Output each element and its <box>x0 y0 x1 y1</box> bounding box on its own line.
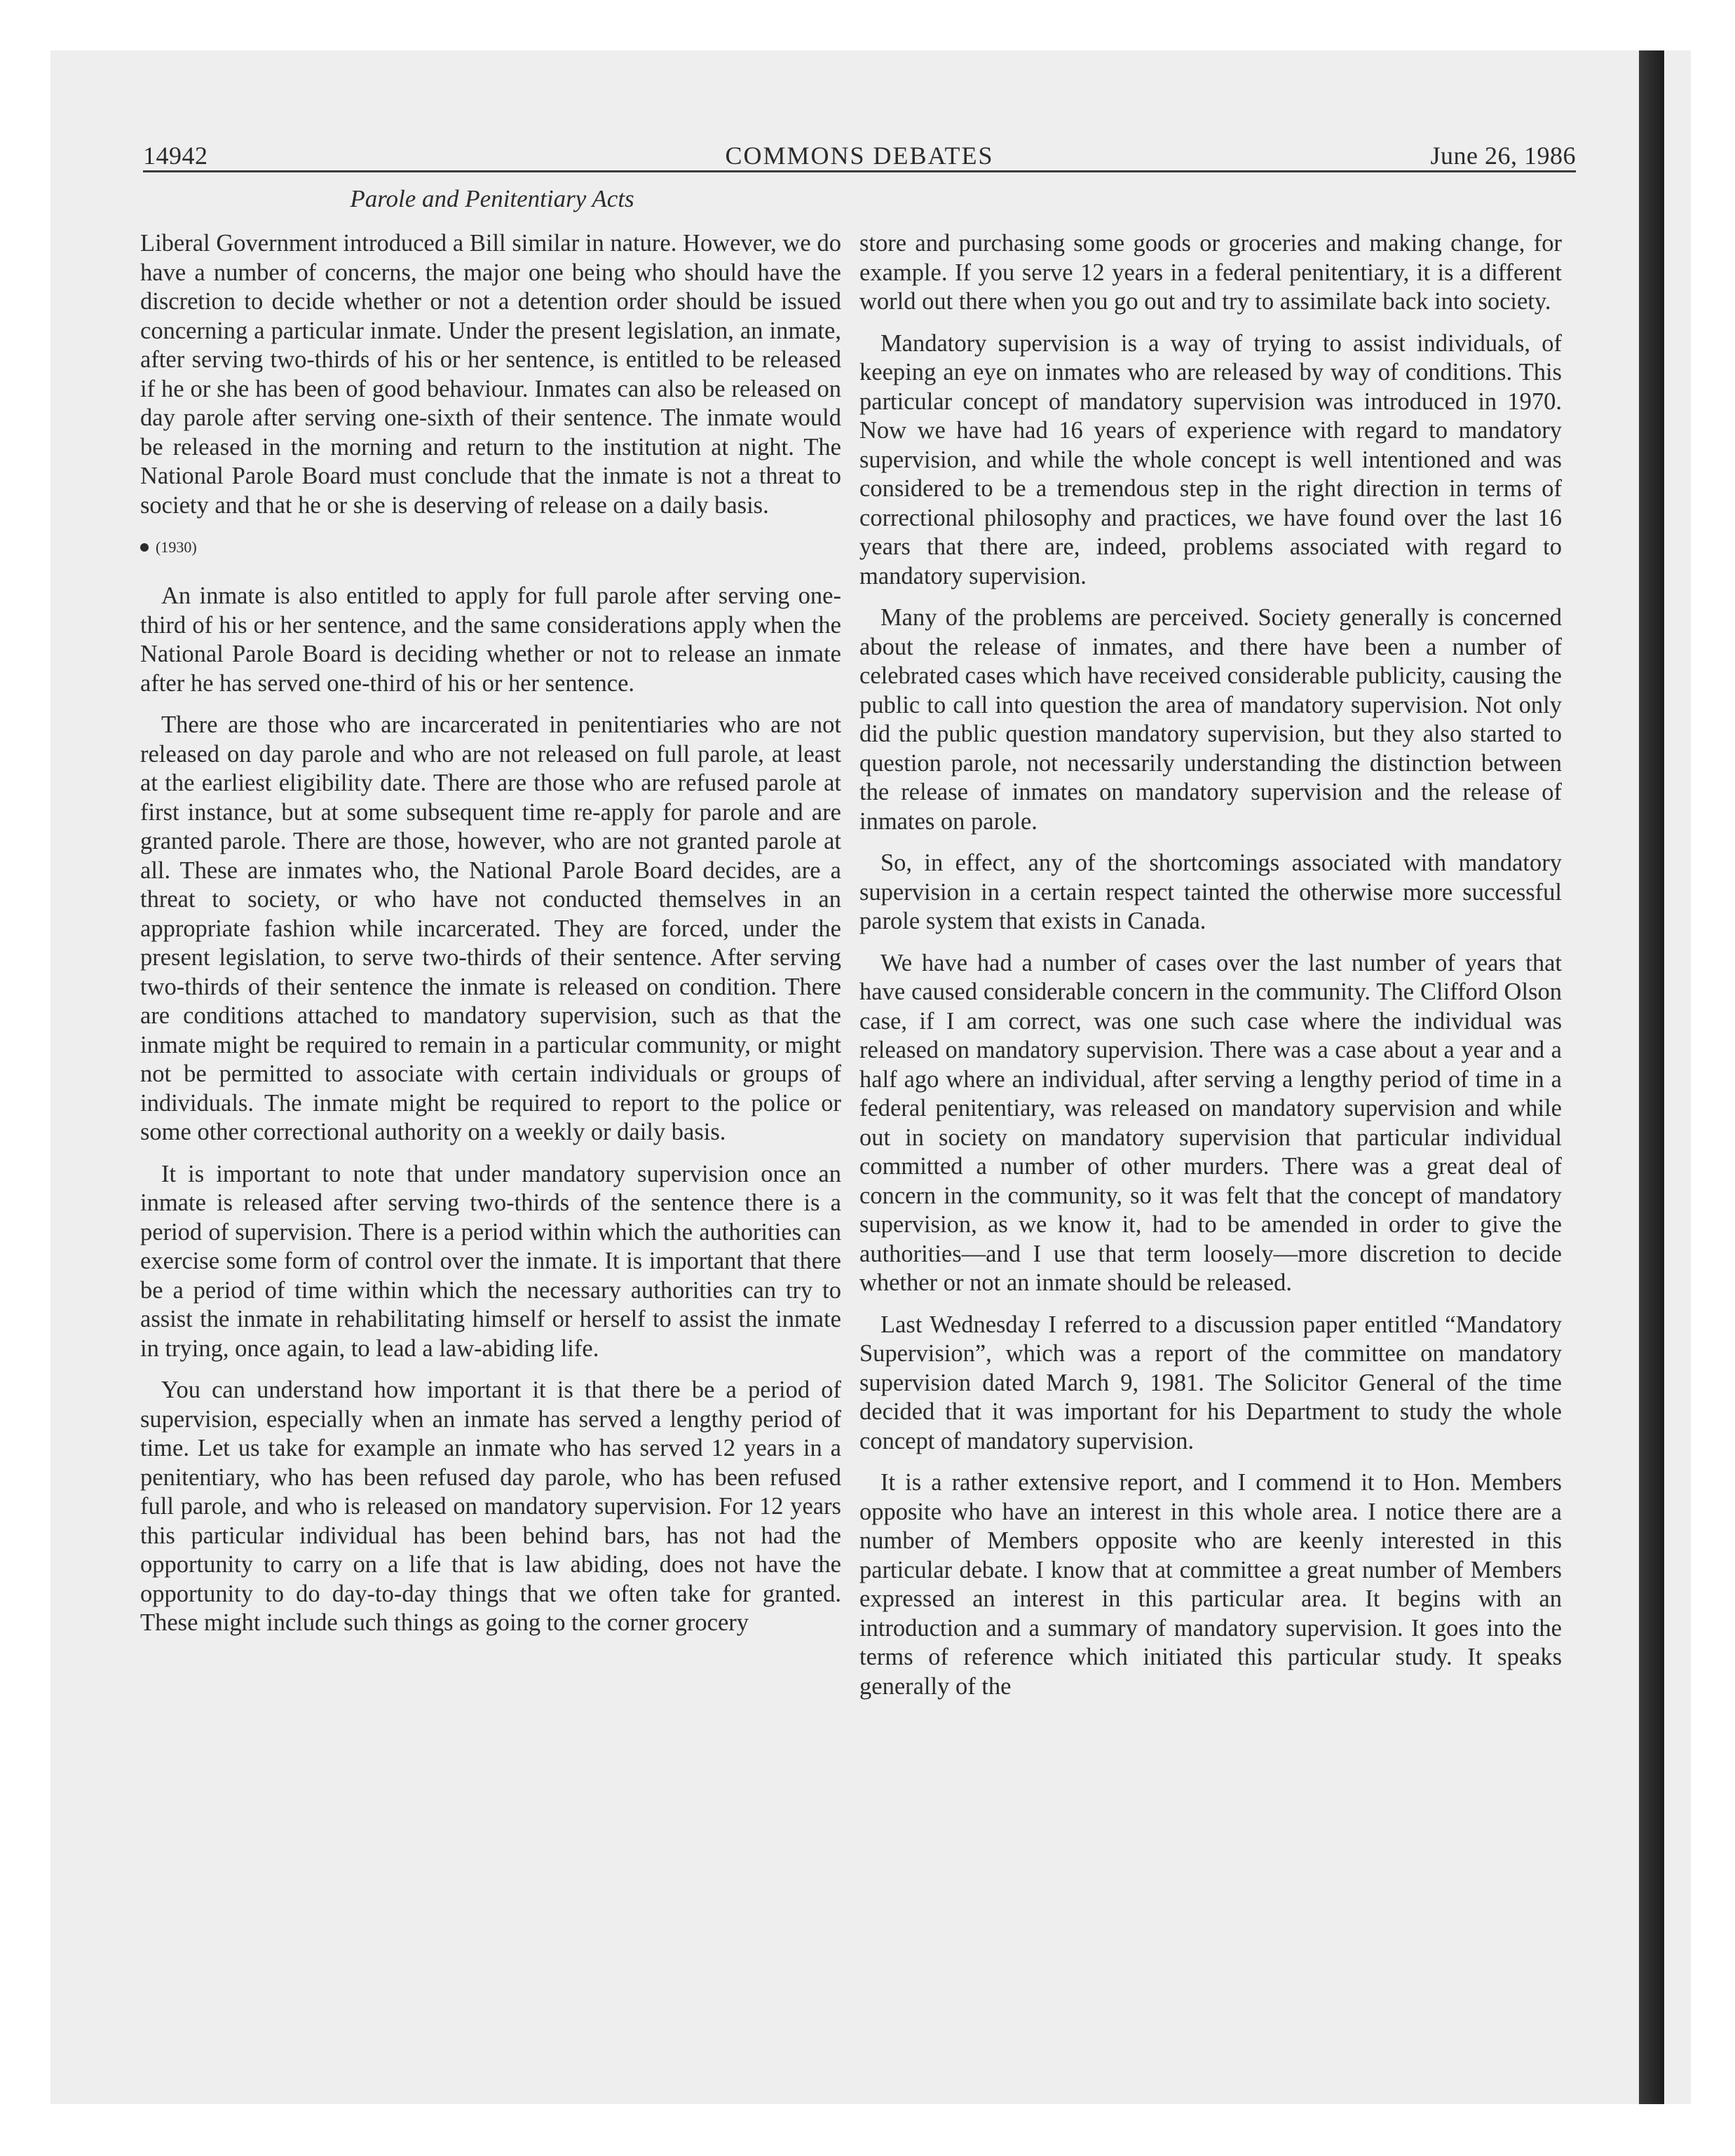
right-column <box>859 229 1562 1701</box>
binding-edge <box>1639 50 1664 2104</box>
paragraph: Last Wednesday I referred to a discussion paper entitled “Mandatory Supervision”, which was a report of the committee on mandatory supervision dated March 9, 1981. The Solicitor General of the time decided that it was important for his Department to study the whole concept of mandatory supervision. <box>859 1311 1562 1454</box>
paragraph: There are those who are incarcerated in penitentiaries who are not released on day parole and who are not released on full parole, at least at the earliest eligibility date. There are those who are refused parole at first instance, but at some subsequent time re-apply for parole and are granted parole. There are those, however, who are not granted parole at all. These are inmates who, the National Parole Board decides, are a threat to society, or who have not conducted themselves in an appropriate fashion while incarcerated. They are forced, under the present legislation, to serve two-thirds of their sentence. After serving two-thirds of their sentence the inmate is released on condition. There are conditions attached to mandatory supervision, such as that the inmate might be required to remain in a particular community, or might not be permitted to associate with certain individuals or groups of individuals. The inmate might be required to report to the police or some other correctional authority on a weekly or daily basis. <box>140 711 841 1145</box>
paragraph: An inmate is also entitled to apply for full parole after serving one-third of his or her sentence, and the same considerations apply when the National Parole Board is deciding whether or not to release an inmate after he has served one-third of his or her sentence. <box>140 582 841 697</box>
section-heading: Parole and Penitentiary Acts <box>350 185 634 212</box>
paragraph: We have had a number of cases over the last number of years that have caused considerable concern in the community. The Clifford Olson case, if I am correct, was one such case where the individual was released on mandatory supervision. There was a case about a year and a half ago where an individual, after serving a lengthy period of time in a federal penitentiary, was released on mandatory supervision and while out in society on mandatory supervision that particular individual committed a number of other murders. There was a great deal of concern in the community, so it was felt that the concept of mandatory supervision, as we know it, had to be amended in order to give the authorities—and I use that term loosely—more discretion to decide whether or not an inmate should be released. <box>859 949 1562 1296</box>
left-column <box>140 229 841 1638</box>
bullet-icon <box>140 543 149 552</box>
paragraph: So, in effect, any of the shortcomings associated with mandatory supervision in a certain respect tainted the otherwise more successful parole system that exists in Canada. <box>859 850 1562 934</box>
paragraph: It is a rather extensive report, and I commend it to Hon. Members opposite who have an interest in this whole area. I notice there are a number of Members opposite who are keenly interested in this particular debate. I know that at committee a great number of Members expressed an interest in this particular area. It begins with an introduction and a summary of mandatory supervision. It goes into the terms of reference which initiated this particular study. It speaks generally of the <box>859 1469 1562 1700</box>
publication-title: COMMONS DEBATES <box>725 142 994 170</box>
paragraph: Many of the problems are perceived. Society generally is concerned about the release of inmates, and there have been a number of celebrated cases which have received considerable publicity, causing the public to call into question the area of mandatory supervision. Not only did the public question mandatory supervision, but they also started to question parole, not necessarily understanding the distinction between the release of inmates on mandatory supervision and the release of inmates on parole. <box>859 604 1562 835</box>
time-marker-text: (1930) <box>156 538 197 556</box>
paragraph: You can understand how important it is that there be a period of supervision, especially when an inmate has served a lengthy period of time. Let us take for example an inmate who has served 12 years in a penitentiary, who has been refused day parole, who has been refused full parole, and who is released on mandatory supervision. For 12 years this particular individual has been behind bars, has not had the opportunity to carry on a life that is law abiding, does not have the opportunity to do day-to-day things that we often take for granted. These might include such things as going to the corner grocery <box>140 1377 841 1636</box>
page-number: 14942 <box>143 142 208 170</box>
time-marker <box>140 537 841 558</box>
paragraph: store and purchasing some goods or groceries and making change, for example. If you serve 12 years in a federal penitentiary, it is a different world out there when you go out and try to assimilate back into society. <box>859 230 1562 315</box>
paragraph: It is important to note that under mandatory supervision once an inmate is released after serving two-thirds of the sentence there is a period of supervision. There is a period within which the authorities can exercise some form of control over the inmate. It is important that there be a period of time within which the necessary authorities can try to assist the inmate in rehabilitating himself or herself to assist the inmate in trying, once again, to lead a law-abiding life. <box>140 1160 841 1362</box>
header-rule <box>143 170 1576 172</box>
publication-date: June 26, 1986 <box>1430 142 1576 170</box>
paragraph: Liberal Government introduced a Bill similar in nature. However, we do have a number of concerns, the major one being who should have the discretion to decide whether or not a detention order should be issued concerning a particular inmate. Under the present legislation, an inmate, after serving two-thirds of his or her sentence, is entitled to be released if he or she has been of good behaviour. Inmates can also be released on day parole after serving one-sixth of their sentence. The inmate would be released in the morning and return to the institution at night. The National Parole Board must conclude that the inmate is not a threat to society and that he or she is deserving of release on a daily basis. <box>140 230 841 519</box>
page-header <box>143 135 1576 174</box>
paragraph: Mandatory supervision is a way of trying to assist individuals, of keeping an eye on inmates who are released by way of conditions. This particular concept of mandatory supervision was introduced in 1970. Now we have had 16 years of experience with regard to mandatory supervision, and while the whole concept is well intentioned and was considered to be a tremendous step in the right direction in terms of correctional philosophy and practices, we have found over the last 16 years that there are, indeed, problems associated with regard to mandatory supervision. <box>859 329 1562 589</box>
